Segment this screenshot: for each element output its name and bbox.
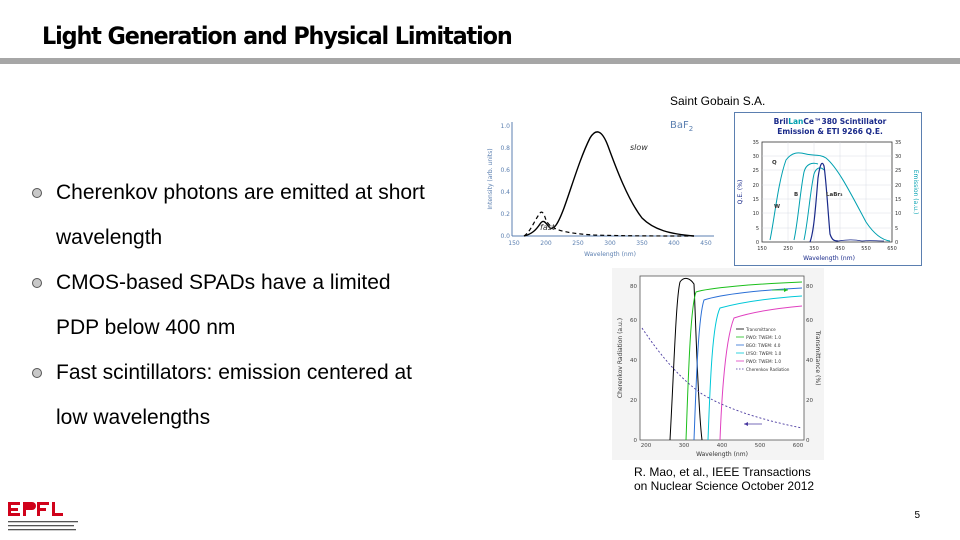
y-axis-label-right: Emission (a.u.)	[912, 169, 919, 215]
slow-label: slow	[630, 143, 648, 152]
x-tick-label: 600	[792, 443, 804, 449]
x-axis-label: Wavelength (nm)	[803, 255, 855, 262]
x-tick-label: 400	[668, 240, 680, 247]
credit-mao-reference	[634, 465, 814, 493]
y-tick-label: 5	[755, 226, 759, 232]
x-tick-label: 300	[678, 443, 690, 449]
bullet-item	[32, 260, 482, 350]
y2-tick-label: 0	[806, 438, 810, 444]
y2-tick-label: 15	[895, 197, 902, 203]
curve-label: LaBr₃	[826, 192, 843, 198]
x-tick-label: 350	[809, 246, 819, 252]
y-tick-label: 0	[633, 438, 637, 444]
legend-label: Cherenkov Radiation	[746, 367, 790, 372]
bullet-line: Cherenkov photons are emitted at short	[56, 181, 425, 204]
y-tick-label: 0.4	[500, 189, 510, 196]
y2-tick-label: 60	[806, 318, 813, 324]
bullet-line: CMOS-based SPADs have a limited	[56, 271, 391, 294]
figure-cherenkov-transmittance	[612, 268, 824, 460]
bullet-icon	[32, 368, 42, 378]
x-axis-label: Wavelength (nm)	[696, 451, 748, 458]
x-tick-label: 150	[508, 240, 520, 247]
y2-tick-label: 30	[895, 154, 902, 160]
y2-tick-label: 5	[895, 226, 899, 232]
bullet-line: low wavelengths	[56, 406, 211, 429]
x-tick-label: 200	[540, 240, 552, 247]
y-axis-label-right: Transmittance (%)	[814, 330, 821, 386]
legend-label: PWO: TWEM: 1.0	[746, 359, 781, 364]
y-tick-label: 0.0	[500, 233, 510, 240]
y-tick-label: 10	[752, 211, 759, 217]
y2-tick-label: 20	[895, 183, 902, 189]
legend-label: PWO: TWEM: 1.0	[746, 335, 781, 340]
bullet-list	[32, 170, 482, 440]
institution-logo	[6, 500, 80, 534]
x-tick-label: 350	[636, 240, 648, 247]
bullet-icon	[32, 278, 42, 288]
figure-brillance-emission	[734, 112, 922, 266]
bullet-item	[32, 170, 482, 260]
x-tick-label: 500	[754, 443, 766, 449]
legend-label: LYSO: TWEM: 1.0	[746, 351, 782, 356]
figure-baf2-emission	[484, 112, 720, 262]
bullet-line: PDP below 400 nm	[56, 316, 236, 339]
x-tick-label: 200	[640, 443, 652, 449]
chart-title-line2: Emission & ETI 9266 Q.E.	[777, 127, 883, 136]
legend-label: Transmittance	[746, 327, 776, 332]
y-tick-label: 30	[752, 154, 759, 160]
y-tick-label: 0.8	[500, 145, 510, 152]
y-axis-label-left: Cherenkov Radiation (a.u.)	[617, 317, 624, 399]
y-tick-label: 0.2	[500, 211, 510, 218]
title-divider	[0, 58, 960, 64]
y-tick-label: 15	[752, 197, 759, 203]
y2-tick-label: 40	[806, 358, 813, 364]
x-tick-label: 250	[572, 240, 584, 247]
y-tick-label: 0.6	[500, 167, 510, 174]
chart-title-line1: BrilLanCe™380 Scintillator	[773, 117, 887, 126]
y2-tick-label: 10	[895, 211, 902, 217]
x-tick-label: 450	[835, 246, 845, 252]
y-tick-label: 40	[630, 358, 637, 364]
x-tick-label: 400	[716, 443, 728, 449]
credit-line: on Nuclear Science October 2012	[634, 479, 815, 493]
bullet-line: wavelength	[56, 226, 163, 249]
legend-label: BGO: TWEM: 4.0	[746, 343, 781, 348]
page-number: 5	[914, 510, 920, 521]
y-tick-label: 25	[752, 168, 759, 174]
y-axis-label-left: Q.E. (%)	[737, 179, 744, 205]
slide-title: Light Generation and Physical Limitation	[42, 22, 512, 50]
credit-saint-gobain: Saint Gobain S.A.	[670, 94, 766, 108]
x-tick-label: 450	[700, 240, 712, 247]
y-tick-label: 1.0	[500, 123, 510, 130]
x-tick-label: 300	[604, 240, 616, 247]
x-tick-label: 250	[783, 246, 793, 252]
curve-label: B	[794, 192, 799, 198]
x-axis-label: Wavelength (nm)	[584, 251, 636, 258]
bullet-icon	[32, 188, 42, 198]
material-label: BaF$_2$	[670, 120, 694, 133]
x-tick-label: 550	[861, 246, 871, 252]
y-tick-label: 60	[630, 318, 637, 324]
bullet-item	[32, 350, 482, 440]
y-tick-label: 20	[630, 398, 637, 404]
y-tick-label: 20	[752, 183, 759, 189]
y-tick-label: 80	[630, 284, 637, 290]
y2-tick-label: 0	[895, 240, 899, 246]
y-tick-label: 0	[755, 240, 759, 246]
fast-label: fast	[540, 223, 556, 232]
bullet-line: Fast scintillators: emission centered at	[56, 361, 412, 384]
x-tick-label: 150	[757, 246, 767, 252]
y2-tick-label: 20	[806, 398, 813, 404]
curve-label: W	[774, 204, 781, 210]
credit-line: R. Mao, et al., IEEE Transactions	[634, 465, 811, 479]
y2-tick-label: 35	[895, 140, 902, 146]
x-tick-label: 650	[887, 246, 897, 252]
y-tick-label: 35	[752, 140, 759, 146]
y-axis-label: Intensity (arb. units)	[487, 148, 494, 210]
y2-tick-label: 80	[806, 284, 813, 290]
y2-tick-label: 25	[895, 168, 902, 174]
curve-label: Q	[772, 160, 777, 166]
